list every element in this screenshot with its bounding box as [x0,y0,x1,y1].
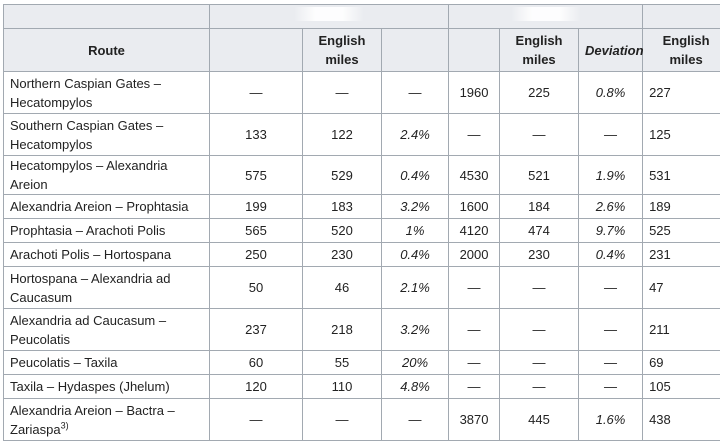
value-cell: 529 [303,156,382,195]
deviation-cell: 0.4% [382,156,449,195]
value-cell: 55 [303,351,382,375]
header-route: Route [4,29,210,72]
value-cell: 133 [210,114,303,156]
value-cell: — [449,267,500,309]
value-cell: 50 [210,267,303,309]
route-cell: Hecatompylos – Alexandria Areion [4,156,210,195]
value-cell: 230 [303,243,382,267]
deviation-cell: 1% [382,219,449,243]
deviation-cell: 3.2% [382,195,449,219]
route-cell: Hortospana – Alexandria ad Caucasum [4,267,210,309]
table-row [4,195,720,219]
value-cell: 521 [500,156,579,195]
value-cell: 120 [210,375,303,399]
deviation-cell: 2.6% [579,195,643,219]
deviation-cell: — [382,72,449,114]
route-cell [4,399,210,441]
value-cell: — [500,267,579,309]
value-cell: — [303,72,382,114]
value-cell: 60 [210,351,303,375]
value-cell: — [449,309,500,351]
value-cell: 565 [210,219,303,243]
value-cell: 575 [210,156,303,195]
route-cell: Alexandria Areion – Prophtasia [4,195,210,219]
table-group-header-row [4,5,720,29]
header-cell-empty [4,5,210,29]
header-blank-2 [382,29,449,72]
value-cell: — [210,399,303,441]
value-cell: — [449,351,500,375]
value-cell: 211 [643,309,720,351]
deviation-cell: 1.9% [579,156,643,195]
value-cell: 227 [643,72,720,114]
value-cell: 237 [210,309,303,351]
deviation-cell: — [579,267,643,309]
value-cell: 445 [500,399,579,441]
value-cell: 105 [643,375,720,399]
table-row [4,267,720,309]
value-cell: 4120 [449,219,500,243]
route-text: Alexandria Areion – Bactra – Zariaspa [10,403,175,437]
value-cell: 189 [643,195,720,219]
deviation-cell: — [579,375,643,399]
distance-table [3,4,720,441]
deviation-cell: 0.4% [579,243,643,267]
value-cell: — [303,399,382,441]
deviation-cell: — [382,399,449,441]
table-row [4,375,720,399]
deviation-cell: 1.6% [579,399,643,441]
value-cell: 531 [643,156,720,195]
value-cell: 520 [303,219,382,243]
table-row [4,72,720,114]
route-cell: Arachoti Polis – Hortospana [4,243,210,267]
value-cell: 1960 [449,72,500,114]
value-cell: 231 [643,243,720,267]
blurred-header [294,7,364,21]
header-deviation: Deviation [579,29,643,72]
value-cell: 46 [303,267,382,309]
deviation-cell: 4.8% [382,375,449,399]
value-cell: — [500,351,579,375]
value-cell: 218 [303,309,382,351]
deviation-cell: — [579,114,643,156]
value-cell: 438 [643,399,720,441]
route-cell: Northern Caspian Gates – Hecatompylos [4,72,210,114]
value-cell: 69 [643,351,720,375]
value-cell: 3870 [449,399,500,441]
table-row [4,399,720,441]
table-header-row [4,29,720,72]
value-cell: 47 [643,267,720,309]
value-cell: 1600 [449,195,500,219]
value-cell: — [210,72,303,114]
deviation-cell: 20% [382,351,449,375]
header-english-miles-2: English miles [500,29,579,72]
deviation-cell: 9.7% [579,219,643,243]
value-cell: 250 [210,243,303,267]
header-blank-3 [449,29,500,72]
table-row [4,156,720,195]
blurred-header [511,7,581,21]
value-cell: 184 [500,195,579,219]
value-cell: 183 [303,195,382,219]
value-cell: 125 [643,114,720,156]
route-cell: Prophtasia – Arachoti Polis [4,219,210,243]
route-cell: Taxila – Hydaspes (Jhelum) [4,375,210,399]
table-row [4,114,720,156]
value-cell: 230 [500,243,579,267]
value-cell: — [449,375,500,399]
deviation-cell: — [579,351,643,375]
footnote-ref[interactable]: 3) [61,420,69,430]
value-cell: 474 [500,219,579,243]
value-cell: 122 [303,114,382,156]
table-row [4,309,720,351]
value-cell: — [500,309,579,351]
value-cell: — [500,375,579,399]
deviation-cell: 0.8% [579,72,643,114]
table-row [4,351,720,375]
value-cell: — [449,114,500,156]
value-cell: 110 [303,375,382,399]
header-cell-empty [643,5,720,29]
deviation-cell: 0.4% [382,243,449,267]
deviation-cell: 2.4% [382,114,449,156]
header-group-2 [449,5,643,29]
route-cell: Alexandria ad Caucasum – Peucolatis [4,309,210,351]
route-cell: Peucolatis – Taxila [4,351,210,375]
value-cell: 199 [210,195,303,219]
deviation-cell: — [579,309,643,351]
header-english-miles-3: English miles [643,29,720,72]
route-cell: Southern Caspian Gates – Hecatompylos [4,114,210,156]
header-blank-1 [210,29,303,72]
value-cell: 2000 [449,243,500,267]
header-group-1 [210,5,449,29]
value-cell: 225 [500,72,579,114]
table-row [4,219,720,243]
deviation-cell: 3.2% [382,309,449,351]
deviation-cell: 2.1% [382,267,449,309]
value-cell: — [500,114,579,156]
value-cell: 525 [643,219,720,243]
value-cell: 4530 [449,156,500,195]
table-row [4,243,720,267]
header-english-miles-1: English miles [303,29,382,72]
